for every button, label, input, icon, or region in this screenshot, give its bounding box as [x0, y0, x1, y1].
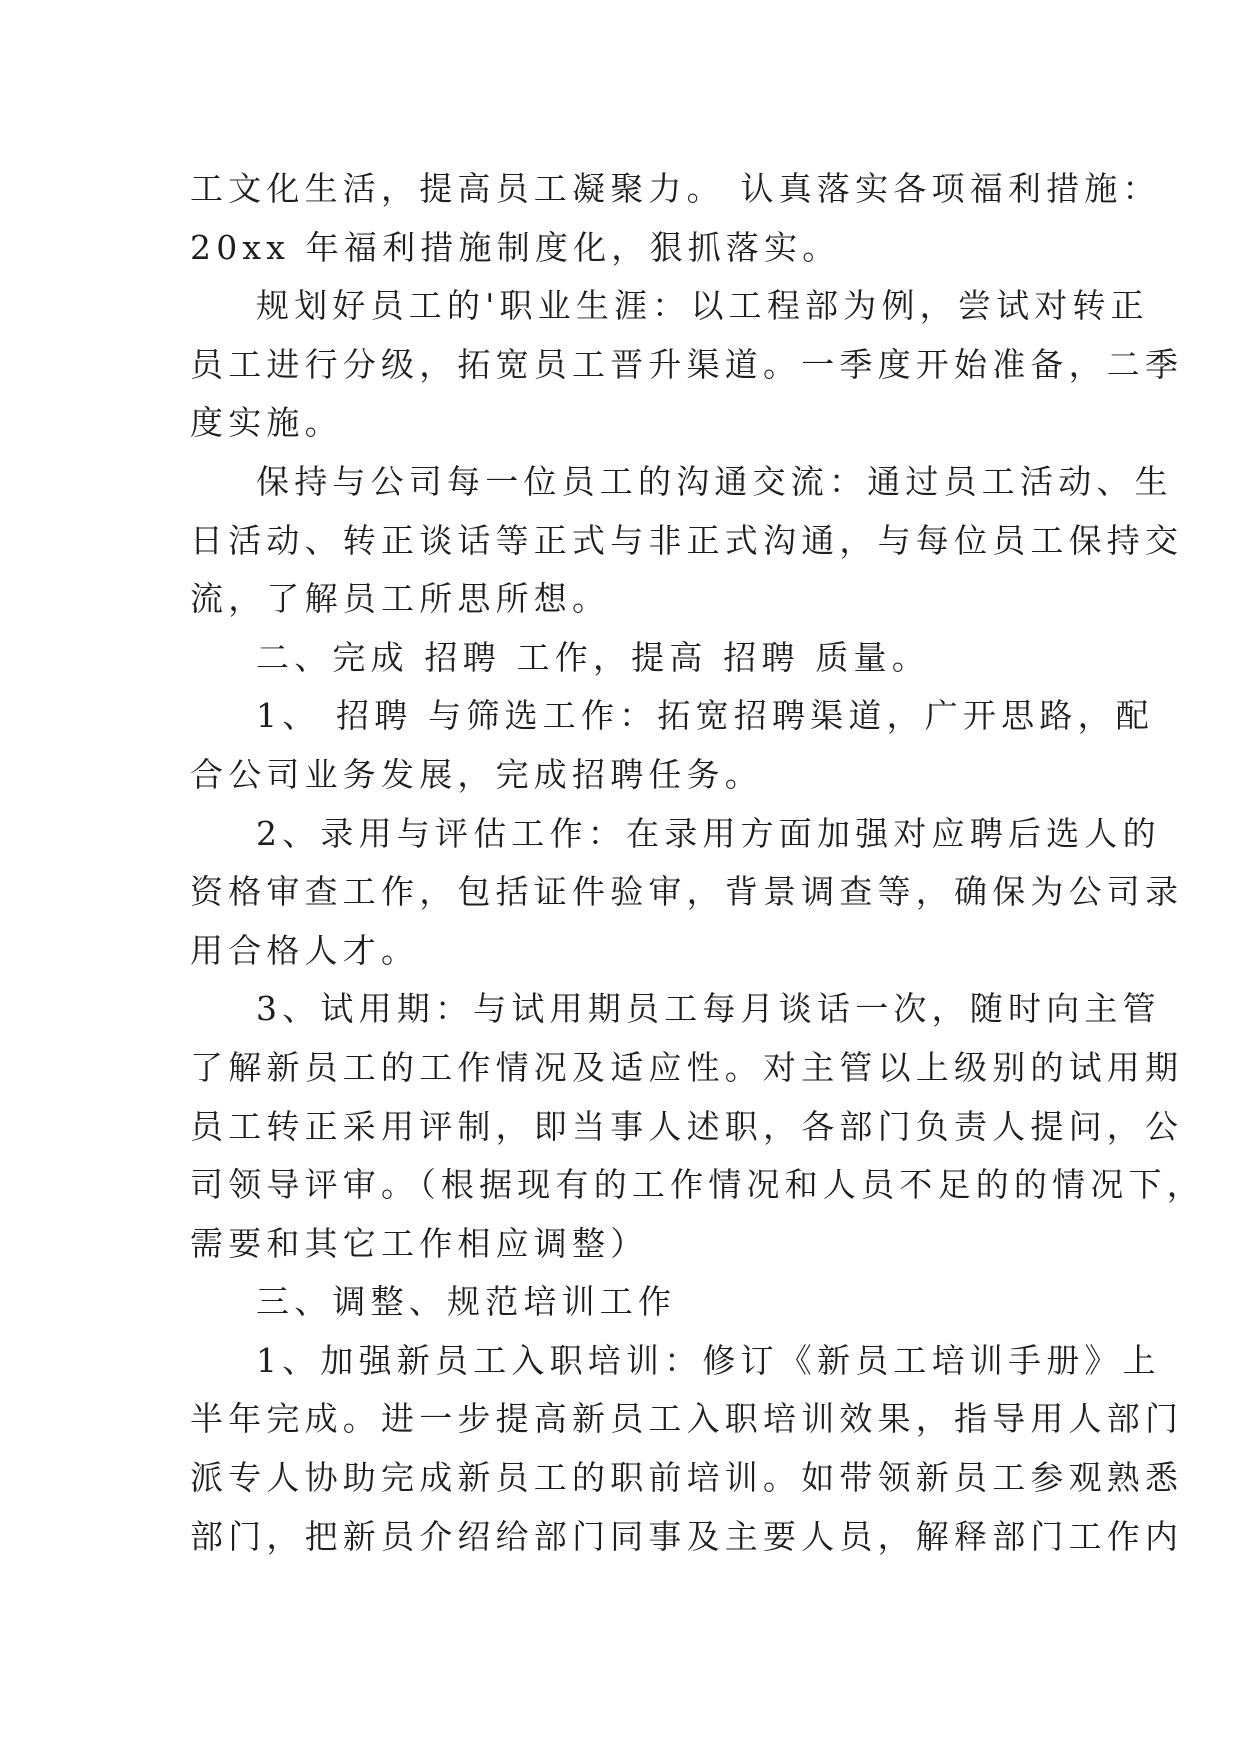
text-line: 20xx 年福利措施制度化，狠抓落实。	[190, 227, 841, 267]
text-line: 派专人协助完成新员工的职前培训。如带领新员工参观熟悉	[190, 1458, 1184, 1498]
text-line: 合公司业务发展，完成招聘任务。	[190, 754, 763, 794]
document-body	[190, 160, 1205, 1566]
text-line: 需要和其它工作相应调整）	[190, 1223, 649, 1263]
text-line: 半年完成。进一步提高新员工入职培训效果，指导用人部门	[190, 1399, 1184, 1439]
text-line: 度实施。	[190, 403, 343, 443]
text-line: 2、录用与评估工作：在录用方面加强对应聘后选人的	[256, 813, 1161, 853]
text-line: 用合格人才。	[190, 930, 420, 970]
text-line: 二、完成 招聘 工作，提高 招聘 质量。	[256, 637, 930, 677]
text-line: 日活动、转正谈话等正式与非正式沟通，与每位员工保持交	[190, 520, 1184, 560]
text-line: 员工进行分级，拓宽员工晋升渠道。一季度开始准备，二季	[190, 344, 1184, 384]
text-line: 资格审查工作，包括证件验审，背景调查等，确保为公司录	[190, 872, 1184, 912]
text-line: 3、试用期：与试用期员工每月谈话一次，随时向主管	[256, 989, 1161, 1029]
text-line: 规划好员工的'职业生涯：以工程部为例，尝试对转正	[256, 286, 1149, 326]
text-line: 了解新员工的工作情况及适应性。对主管以上级别的试用期	[190, 1047, 1184, 1087]
text-line: 1、 招聘 与筛选工作：拓宽招聘渠道，广开思路，配	[256, 696, 1154, 736]
text-line: 部门，把新员介绍给部门同事及主要人员，解释部门工作内	[190, 1516, 1184, 1556]
text-line: 司领导评审。（根据现有的工作情况和人员不足的的情况下，	[190, 1165, 1205, 1205]
text-line: 三、调整、规范培训工作	[256, 1282, 677, 1322]
text-line: 流，了解员工所思所想。	[190, 579, 611, 619]
text-line: 工文化生活，提高员工凝聚力。 认真落实各项福利措施：	[190, 169, 1161, 208]
text-line: 员工转正采用评制，即当事人述职，各部门负责人提问，公	[190, 1106, 1184, 1146]
text-line: 1、加强新员工入职培训：修订《新员工培训手册》上	[256, 1340, 1161, 1380]
text-line: 保持与公司每一位员工的沟通交流：通过员工活动、生	[256, 461, 1173, 501]
